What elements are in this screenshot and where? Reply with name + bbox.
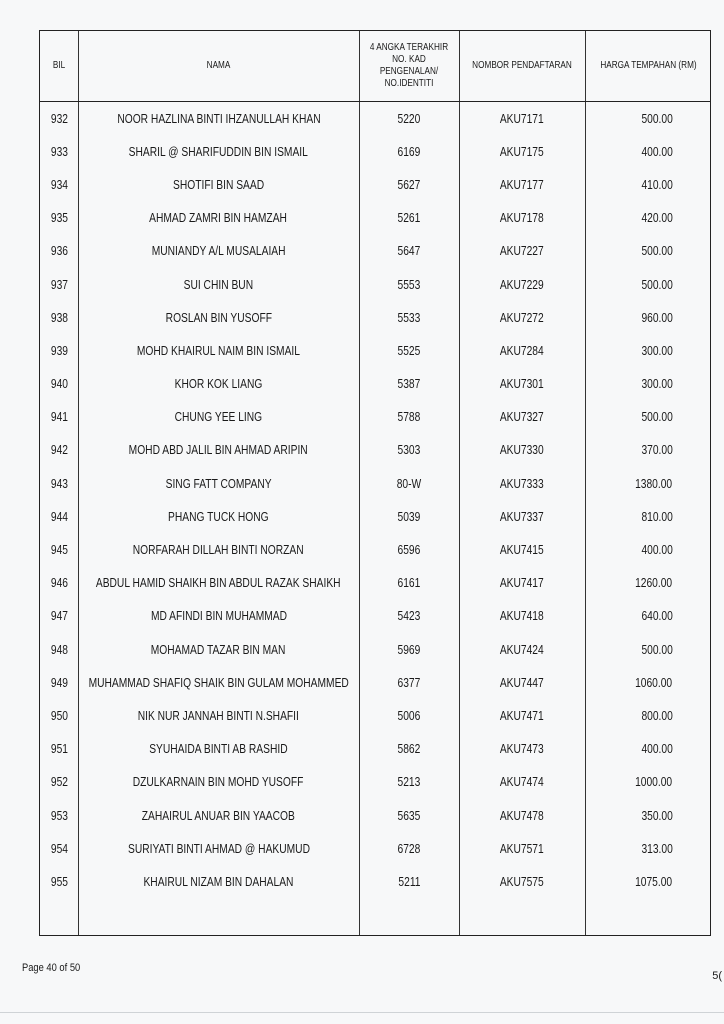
cell-ic-digits: 5387 xyxy=(397,377,421,392)
cell-price: 300.00 xyxy=(641,377,673,392)
cell-ic-digits: 5647 xyxy=(397,244,421,259)
cell-ic-digits: 80-W xyxy=(396,476,422,491)
cell-bil: 932 xyxy=(50,111,68,126)
cell-ic-digits: 6169 xyxy=(397,144,421,159)
cell-bil: 947 xyxy=(50,609,68,624)
table-row xyxy=(40,699,710,732)
cell-price: 1380.00 xyxy=(634,476,672,491)
cell-registration: AKU7424 xyxy=(500,642,544,657)
cell-nama: ABDUL HAMID SHAIKH BIN ABDUL RAZAK SHAIKH xyxy=(96,576,341,591)
cell-price: 400.00 xyxy=(641,742,673,757)
cell-nama: MUHAMMAD SHAFIQ SHAIK BIN GULAM MOHAMMED xyxy=(88,675,349,690)
cell-bil: 946 xyxy=(50,576,68,591)
cell-price: 400.00 xyxy=(641,543,673,558)
cell-ic-digits: 5220 xyxy=(397,111,421,126)
cell-nama: NORFARAH DILLAH BINTI NORZAN xyxy=(133,543,304,558)
table-row xyxy=(40,567,710,600)
cell-bil: 935 xyxy=(50,211,68,226)
cell-nama: ROSLAN BIN YUSOFF xyxy=(165,310,272,325)
table-row xyxy=(40,533,710,566)
cell-price: 500.00 xyxy=(641,410,673,425)
cell-price: 410.00 xyxy=(641,177,673,192)
cell-price: 1075.00 xyxy=(634,874,672,889)
cell-registration: AKU7175 xyxy=(500,144,544,159)
table-body xyxy=(40,102,710,899)
cell-price: 500.00 xyxy=(641,244,673,259)
table-row xyxy=(40,235,710,268)
table-row xyxy=(40,467,710,500)
cell-nama: AHMAD ZAMRI BIN HAMZAH xyxy=(149,211,288,226)
cell-nama: MUNIANDY A/L MUSALAIAH xyxy=(151,244,286,259)
cell-nama: SHOTIFI BIN SAAD xyxy=(172,177,265,192)
cell-bil: 951 xyxy=(50,742,68,757)
cell-price: 420.00 xyxy=(641,211,673,226)
cell-ic-digits: 5533 xyxy=(397,310,421,325)
cell-ic-digits: 6161 xyxy=(397,576,421,591)
table-row xyxy=(40,865,710,898)
cell-ic-digits: 5627 xyxy=(397,177,421,192)
table-row xyxy=(40,799,710,832)
cell-nama: MD AFINDI BIN MUHAMMAD xyxy=(150,609,287,624)
table-row xyxy=(40,301,710,334)
cell-price: 800.00 xyxy=(641,708,673,723)
cell-registration: AKU7447 xyxy=(500,675,544,690)
cell-registration: AKU7330 xyxy=(500,443,544,458)
cell-registration: AKU7177 xyxy=(500,177,544,192)
cell-bil: 938 xyxy=(50,310,68,325)
cell-bil: 936 xyxy=(50,244,68,259)
cell-bil: 949 xyxy=(50,675,68,690)
cell-price: 300.00 xyxy=(641,343,673,358)
cell-registration: AKU7333 xyxy=(500,476,544,491)
cell-registration: AKU7474 xyxy=(500,775,544,790)
cell-nama: ZAHAIRUL ANUAR BIN YAACOB xyxy=(141,808,296,823)
cell-ic-digits: 5862 xyxy=(397,742,421,757)
cell-ic-digits: 5006 xyxy=(397,708,421,723)
table-row xyxy=(40,102,710,135)
cell-price: 1260.00 xyxy=(634,576,672,591)
cell-registration: AKU7227 xyxy=(500,244,544,259)
table-row xyxy=(40,268,710,301)
table-row xyxy=(40,334,710,367)
cell-bil: 943 xyxy=(50,476,68,491)
cell-bil: 953 xyxy=(50,808,68,823)
header-nama: NAMA xyxy=(206,60,231,71)
cell-bil: 955 xyxy=(50,874,68,889)
table-row xyxy=(40,401,710,434)
cell-price: 500.00 xyxy=(641,111,673,126)
cell-nama: SHARIL @ SHARIFUDDIN BIN ISMAIL xyxy=(128,144,309,159)
scan-edge-line xyxy=(0,1012,724,1013)
cell-price: 1000.00 xyxy=(634,775,672,790)
cell-registration: AKU7471 xyxy=(500,708,544,723)
cell-ic-digits: 6377 xyxy=(397,675,421,690)
page-number-fragment: 5( xyxy=(712,970,722,982)
cell-bil: 948 xyxy=(50,642,68,657)
header-price: HARGA TEMPAHAN (RM) xyxy=(600,60,697,71)
cell-ic-digits: 6728 xyxy=(397,841,421,856)
cell-registration: AKU7178 xyxy=(500,211,544,226)
table-row xyxy=(40,500,710,533)
table-row xyxy=(40,434,710,467)
cell-bil: 934 xyxy=(50,177,68,192)
cell-ic-digits: 5553 xyxy=(397,277,421,292)
cell-bil: 940 xyxy=(50,377,68,392)
cell-price: 810.00 xyxy=(641,509,673,524)
cell-registration: AKU7478 xyxy=(500,808,544,823)
cell-registration: AKU7229 xyxy=(500,277,544,292)
cell-price: 640.00 xyxy=(641,609,673,624)
cell-ic-digits: 5303 xyxy=(397,443,421,458)
header-ic: 4 ANGKA TERAKHIR NO. KAD PENGENALAN/ NO.IDENTITI xyxy=(369,42,449,89)
header-bil: BIL xyxy=(52,60,66,71)
cell-nama: MOHD ABD JALIL BIN AHMAD ARIPIN xyxy=(128,443,309,458)
cell-ic-digits: 5969 xyxy=(397,642,421,657)
cell-price: 500.00 xyxy=(641,642,673,657)
table-row xyxy=(40,202,710,235)
table-row xyxy=(40,633,710,666)
cell-bil: 954 xyxy=(50,841,68,856)
cell-nama: NIK NUR JANNAH BINTI N.SHAFII xyxy=(137,708,300,723)
cell-nama: KHAIRUL NIZAM BIN DAHALAN xyxy=(143,874,294,889)
header-registration: NOMBOR PENDAFTARAN xyxy=(472,60,572,71)
cell-nama: PHANG TUCK HONG xyxy=(168,509,269,524)
cell-bil: 944 xyxy=(50,509,68,524)
cell-ic-digits: 5261 xyxy=(397,211,421,226)
cell-price: 960.00 xyxy=(641,310,673,325)
cell-nama: SYUHAIDA BINTI AB RASHID xyxy=(149,742,288,757)
cell-bil: 941 xyxy=(50,410,68,425)
cell-nama: SING FATT COMPANY xyxy=(165,476,272,491)
cell-registration: AKU7571 xyxy=(500,841,544,856)
cell-price: 1060.00 xyxy=(634,675,672,690)
cell-nama: SURIYATI BINTI AHMAD @ HAKUMUD xyxy=(127,841,310,856)
cell-nama: MOHAMAD TAZAR BIN MAN xyxy=(151,642,286,657)
cell-nama: NOOR HAZLINA BINTI IHZANULLAH KHAN xyxy=(116,111,321,126)
cell-bil: 942 xyxy=(50,443,68,458)
cell-registration: AKU7415 xyxy=(500,543,544,558)
cell-bil: 945 xyxy=(50,543,68,558)
cell-price: 313.00 xyxy=(641,841,673,856)
cell-price: 400.00 xyxy=(641,144,673,159)
booking-table xyxy=(39,30,711,936)
cell-registration: AKU7418 xyxy=(500,609,544,624)
cell-bil: 937 xyxy=(50,277,68,292)
cell-bil: 933 xyxy=(50,144,68,159)
table-row xyxy=(40,832,710,865)
cell-ic-digits: 5635 xyxy=(397,808,421,823)
cell-registration: AKU7272 xyxy=(500,310,544,325)
cell-ic-digits: 5525 xyxy=(397,343,421,358)
cell-registration: AKU7575 xyxy=(500,874,544,889)
cell-registration: AKU7284 xyxy=(500,343,544,358)
cell-registration: AKU7337 xyxy=(500,509,544,524)
cell-bil: 939 xyxy=(50,343,68,358)
cell-registration: AKU7301 xyxy=(500,377,544,392)
cell-registration: AKU7473 xyxy=(500,742,544,757)
cell-price: 500.00 xyxy=(641,277,673,292)
cell-price: 350.00 xyxy=(641,808,673,823)
cell-registration: AKU7171 xyxy=(500,111,544,126)
table-row xyxy=(40,135,710,168)
table-row xyxy=(40,733,710,766)
page-label: Page 40 of 50 xyxy=(22,962,81,974)
cell-bil: 950 xyxy=(50,708,68,723)
cell-ic-digits: 5039 xyxy=(397,509,421,524)
cell-registration: AKU7417 xyxy=(500,576,544,591)
table-row xyxy=(40,766,710,799)
table-row xyxy=(40,168,710,201)
cell-registration: AKU7327 xyxy=(500,410,544,425)
cell-ic-digits: 6596 xyxy=(397,543,421,558)
cell-nama: CHUNG YEE LING xyxy=(174,410,263,425)
cell-price: 370.00 xyxy=(641,443,673,458)
cell-nama: DZULKARNAIN BIN MOHD YUSOFF xyxy=(133,775,304,790)
cell-ic-digits: 5423 xyxy=(397,609,421,624)
cell-ic-digits: 5788 xyxy=(397,410,421,425)
cell-nama: SUI CHIN BUN xyxy=(183,277,254,292)
table-row xyxy=(40,666,710,699)
cell-ic-digits: 5213 xyxy=(397,775,421,790)
table-row xyxy=(40,368,710,401)
cell-nama: KHOR KOK LIANG xyxy=(174,377,263,392)
cell-nama: MOHD KHAIRUL NAIM BIN ISMAIL xyxy=(136,343,301,358)
cell-ic-digits: 5211 xyxy=(397,874,421,889)
cell-bil: 952 xyxy=(50,775,68,790)
table-row xyxy=(40,600,710,633)
